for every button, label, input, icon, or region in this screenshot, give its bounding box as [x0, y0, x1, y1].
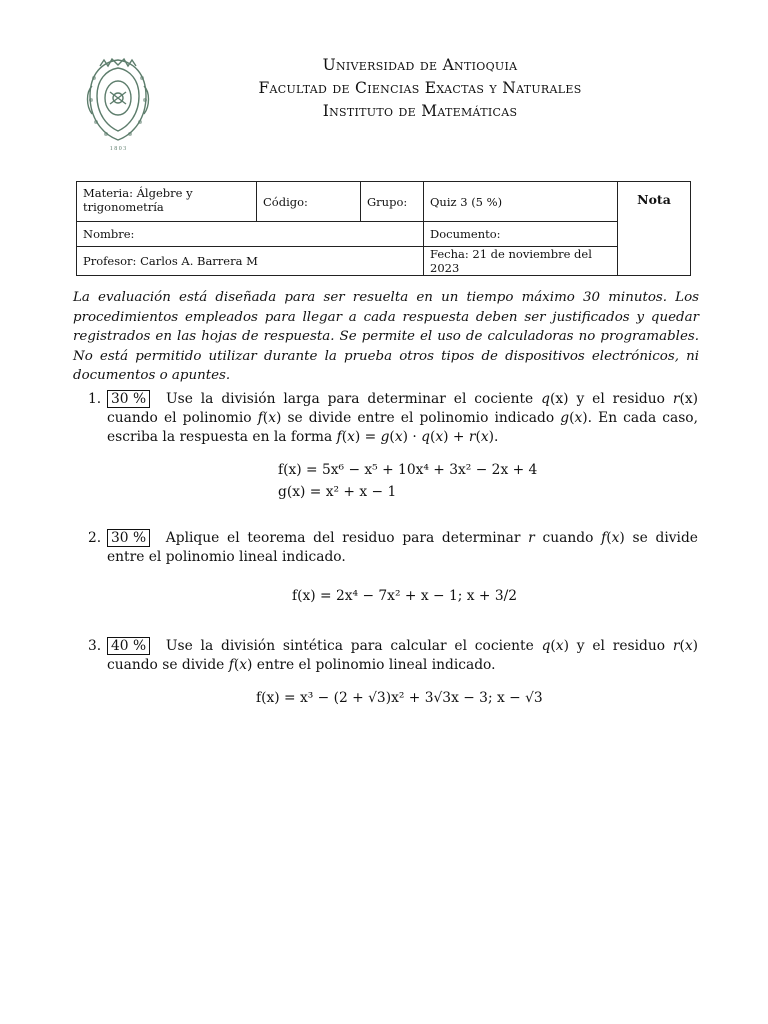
institute-name: Instituto de Matemáticas	[322, 102, 518, 120]
question-text: Use la división larga para determinar el cociente	[165, 391, 534, 407]
quiz-cell: Quiz 3 (5 %)	[424, 182, 618, 222]
question-text: Use la división sintética para calcular el cociente	[165, 638, 534, 654]
question-text: se divide entre el polinomio lineal indicado.	[107, 530, 698, 565]
question-text: y el residuo	[576, 391, 665, 407]
question-text: cuando el polinomio	[107, 410, 252, 426]
question-text: Aplique el teorema del residuo para determinar	[165, 530, 521, 546]
nombre-cell[interactable]: Nombre:	[77, 222, 424, 247]
question-number: 2.	[88, 530, 102, 546]
grupo-cell[interactable]: Grupo:	[361, 182, 424, 222]
question-text: se divide entre el polinomio indicado	[287, 410, 555, 426]
percent-box: 30 %	[107, 390, 150, 408]
profesor-cell: Profesor: Carlos A. Barrera M	[77, 247, 424, 276]
documento-cell[interactable]: Documento:	[424, 222, 618, 247]
question-text: . En cada caso, escriba la respuesta en la forma	[107, 410, 698, 445]
institution-header	[160, 54, 680, 123]
faculty-name: Facultad de Ciencias Exactas y Naturales	[258, 79, 582, 97]
question-3: 3. 40 % Use la división sintética para calcular el cociente q(x) y el residuo r(x) cuando se divide f(x) entre el polinomio lineal indicado.	[88, 638, 699, 673]
codigo-cell[interactable]: Código:	[257, 182, 361, 222]
nota-cell: Nota	[618, 182, 691, 276]
university-seal-logo	[82, 56, 154, 152]
question-text: y el residuo	[576, 638, 666, 654]
percent-box: 40 %	[107, 637, 150, 655]
formula-f-1: f(x) = 5x⁶ − x⁵ + 10x⁴ + 3x² − 2x + 4	[278, 462, 538, 478]
formula-g-1: g(x) = x² + x − 1	[278, 484, 397, 500]
university-name: Universidad de Antioquia	[322, 56, 518, 74]
instructions-paragraph: La evaluación está diseñada para ser resuelta en un tiempo máximo 30 minutos. Los procedimientos empleados para llegar a cada respuesta deben ser justificados y quedar registrados en las hojas de respuesta. Se permite el uso de calculadoras no programables. No está permitido utilizar durante la prueba otros tipos de dispositivos electrónicos, ni documentos o apuntes.	[73, 290, 699, 383]
exam-info-table	[76, 181, 691, 276]
question-number: 3.	[88, 638, 102, 654]
formula-3: f(x) = x³ − (2 + √3)x² + 3√3x − 3; x − √3	[256, 690, 543, 706]
question-2: 2. 30 % Aplique el teorema del residuo para determinar r cuando f(x) se divide entre el polinomio lineal indicado.	[88, 530, 698, 565]
percent-box: 30 %	[107, 529, 150, 547]
question-text: entre el polinomio lineal indicado.	[256, 657, 496, 673]
formula-2: f(x) = 2x⁴ − 7x² + x − 1; x + 3/2	[292, 588, 518, 604]
question-1: 1. 30 % Use la división larga para determinar el cociente q(x) y el residuo r(x) cuando el polinomio f(x) se divide entre el polinomio indicado g(x). En cada caso, escriba la respuesta en la forma f(x) = g(x) · q(x) + r(x).	[88, 391, 699, 445]
question-number: 1.	[88, 391, 102, 407]
question-text: cuando se divide	[107, 657, 225, 673]
fecha-cell: Fecha: 21 de noviembre del 2023	[424, 247, 618, 276]
materia-cell: Materia: Álgebre y trigonometría	[77, 182, 257, 222]
question-text: cuando	[542, 530, 594, 546]
logo-year: 1 8 0 3	[109, 146, 127, 152]
